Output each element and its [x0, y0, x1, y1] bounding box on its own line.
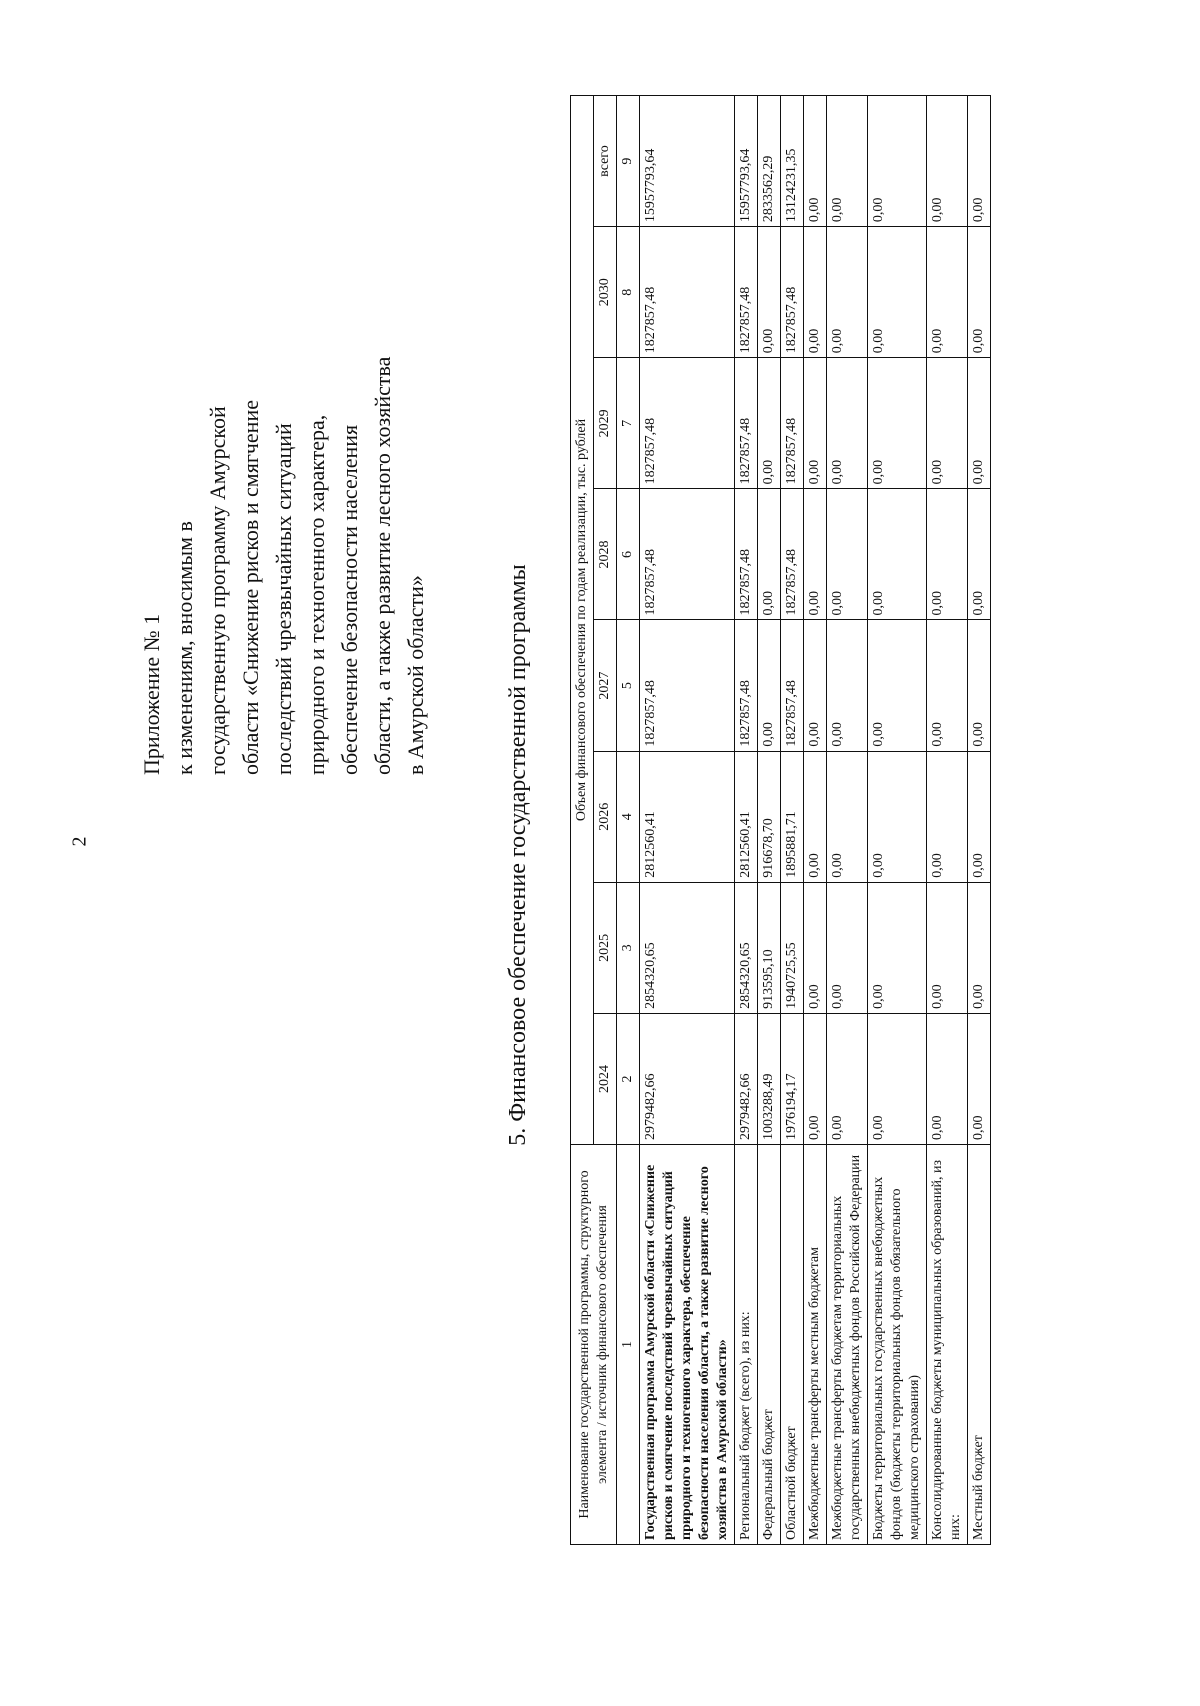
cell-value: 0,00 [804, 882, 827, 1013]
cell-value: 0,00 [827, 620, 868, 751]
cell-value: 1827857,48 [781, 358, 804, 489]
cell-value: 1940725,55 [781, 882, 804, 1013]
cell-value: 0,00 [758, 620, 781, 751]
cell-value: 0,00 [868, 620, 927, 751]
cell-value: 1827857,48 [640, 489, 735, 620]
cell-value: 913595,10 [758, 882, 781, 1013]
cell-value: 1827857,48 [735, 358, 758, 489]
year-header: 2027 [594, 620, 617, 751]
table-row [927, 96, 968, 1545]
appendix-line: области, а также развитие лесного хозяйства [370, 356, 395, 775]
page-number: 2 [68, 836, 91, 847]
cell-value: 0,00 [927, 227, 968, 358]
cell-total: 15957793,64 [640, 96, 735, 227]
cell-total: 0,00 [827, 96, 868, 227]
appendix-line: области «Снижение рисков и смягчение [238, 400, 263, 775]
cell-value: 1003288,49 [758, 1013, 781, 1144]
row-name: Консолидированные бюджеты муниципальных образований, из них: [927, 1145, 968, 1545]
cell-value: 1976194,17 [781, 1013, 804, 1144]
table-row [758, 96, 781, 1545]
column-number: 3 [617, 882, 640, 1013]
year-header: 2026 [594, 751, 617, 882]
row-name: Межбюджетные трансферты местным бюджетам [804, 1145, 827, 1545]
cell-value: 0,00 [868, 227, 927, 358]
cell-value: 0,00 [927, 1013, 968, 1144]
row-name: Федеральный бюджет [758, 1145, 781, 1545]
cell-value: 1827857,48 [640, 358, 735, 489]
year-header: 2025 [594, 882, 617, 1013]
document-sheet [110, 40, 1110, 1585]
appendix-line: Приложение № 1 [139, 613, 164, 775]
cell-total: 0,00 [868, 96, 927, 227]
cell-value: 916678,70 [758, 751, 781, 882]
cell-total: 0,00 [804, 96, 827, 227]
section-title: 5. Финансовое обеспечение государственной программы [505, 564, 531, 1146]
cell-value: 0,00 [758, 489, 781, 620]
cell-value: 0,00 [827, 227, 868, 358]
cell-total: 2833562,29 [758, 96, 781, 227]
table-row [968, 96, 991, 1545]
cell-value: 0,00 [804, 358, 827, 489]
row-name: Областной бюджет [781, 1145, 804, 1545]
row-name: Региональный бюджет (всего), из них: [735, 1145, 758, 1545]
appendix-line: в Амурской области» [403, 575, 428, 775]
cell-value: 0,00 [968, 227, 991, 358]
cell-value: 0,00 [827, 882, 868, 1013]
row-name: Бюджеты территориальных государственных внебюджетных фондов (бюджеты территориальных фондов обязательного медицинского страхования) [868, 1145, 927, 1545]
row-name: Межбюджетные трансферты бюджетам территориальных государственных внебюджетных фондов Российской Федерации [827, 1145, 868, 1545]
cell-total: 15957793,64 [735, 96, 758, 227]
cell-total: 0,00 [968, 96, 991, 227]
cell-value: 0,00 [968, 751, 991, 882]
row-name: Государственная программа Амурской области «Снижение рисков и смягчение последствий чрезвычайных ситуаций природного и техногенного характера, обеспечение безопасности населения области, а также развитие лесного хозяйства в Амурской области» [640, 1145, 735, 1545]
cell-value: 0,00 [927, 358, 968, 489]
appendix-line: к изменениям, вносимым в [172, 521, 197, 775]
appendix-line: обеспечение безопасности населения [337, 424, 362, 775]
column-number: 5 [617, 620, 640, 751]
column-number: 8 [617, 227, 640, 358]
cell-value: 1827857,48 [640, 227, 735, 358]
cell-value: 1827857,48 [781, 489, 804, 620]
column-number: 7 [617, 358, 640, 489]
funding-group-header: Объем финансового обеспечения по годам реализации, тыс. рублей [571, 96, 594, 1145]
cell-value: 1827857,48 [735, 620, 758, 751]
cell-value: 1827857,48 [735, 489, 758, 620]
cell-value: 1827857,48 [735, 227, 758, 358]
cell-value: 2979482,66 [640, 1013, 735, 1144]
cell-value: 0,00 [827, 489, 868, 620]
cell-value: 0,00 [927, 620, 968, 751]
cell-total: 13124231,35 [781, 96, 804, 227]
cell-value: 0,00 [758, 227, 781, 358]
cell-value: 0,00 [968, 620, 991, 751]
cell-value: 1895881,71 [781, 751, 804, 882]
column-number: 4 [617, 751, 640, 882]
row-name: Местный бюджет [968, 1145, 991, 1545]
cell-value: 0,00 [927, 882, 968, 1013]
cell-value: 0,00 [804, 1013, 827, 1144]
cell-value: 0,00 [804, 751, 827, 882]
appendix-line: природного и техногенного характера, [304, 414, 329, 775]
cell-value: 0,00 [827, 358, 868, 489]
name-column-header: Наименование государственной программы, структурного элемента / источник финансового обеспечения [571, 1145, 617, 1545]
cell-value: 0,00 [868, 489, 927, 620]
column-number: 6 [617, 489, 640, 620]
cell-value: 0,00 [868, 1013, 927, 1144]
cell-value: 0,00 [827, 751, 868, 882]
table-row [827, 96, 868, 1545]
cell-value: 0,00 [927, 751, 968, 882]
cell-value: 0,00 [868, 751, 927, 882]
cell-value: 0,00 [868, 882, 927, 1013]
cell-value: 0,00 [804, 227, 827, 358]
cell-value: 0,00 [804, 620, 827, 751]
cell-value: 2854320,65 [640, 882, 735, 1013]
cell-value: 2812560,41 [735, 751, 758, 882]
cell-value: 1827857,48 [781, 227, 804, 358]
cell-value: 0,00 [968, 882, 991, 1013]
financing-table [570, 95, 991, 1545]
cell-value: 0,00 [868, 358, 927, 489]
table-row [804, 96, 827, 1545]
cell-value: 1827857,48 [781, 620, 804, 751]
year-header: 2030 [594, 227, 617, 358]
cell-value: 1827857,48 [640, 620, 735, 751]
appendix-line: последствий чрезвычайных ситуаций [271, 423, 296, 775]
table-row [868, 96, 927, 1545]
table-header-row [571, 96, 594, 1545]
appendix-note [135, 65, 432, 775]
column-number: 9 [617, 96, 640, 227]
column-number-row [617, 96, 640, 1545]
cell-value: 0,00 [827, 1013, 868, 1144]
cell-value: 0,00 [927, 489, 968, 620]
table-row [735, 96, 758, 1545]
cell-value: 0,00 [804, 489, 827, 620]
total-header: всего [594, 96, 617, 227]
table-row [640, 96, 735, 1545]
table-row [781, 96, 804, 1545]
cell-value: 0,00 [758, 358, 781, 489]
year-header: 2029 [594, 358, 617, 489]
column-number: 2 [617, 1013, 640, 1144]
cell-value: 2812560,41 [640, 751, 735, 882]
cell-value: 2854320,65 [735, 882, 758, 1013]
cell-value: 0,00 [968, 1013, 991, 1144]
appendix-line: государственную программу Амурской [205, 406, 230, 775]
cell-total: 0,00 [927, 96, 968, 227]
column-number: 1 [617, 1145, 640, 1545]
cell-value: 0,00 [968, 358, 991, 489]
cell-value: 2979482,66 [735, 1013, 758, 1144]
cell-value: 0,00 [968, 489, 991, 620]
year-header: 2024 [594, 1013, 617, 1144]
year-header: 2028 [594, 489, 617, 620]
